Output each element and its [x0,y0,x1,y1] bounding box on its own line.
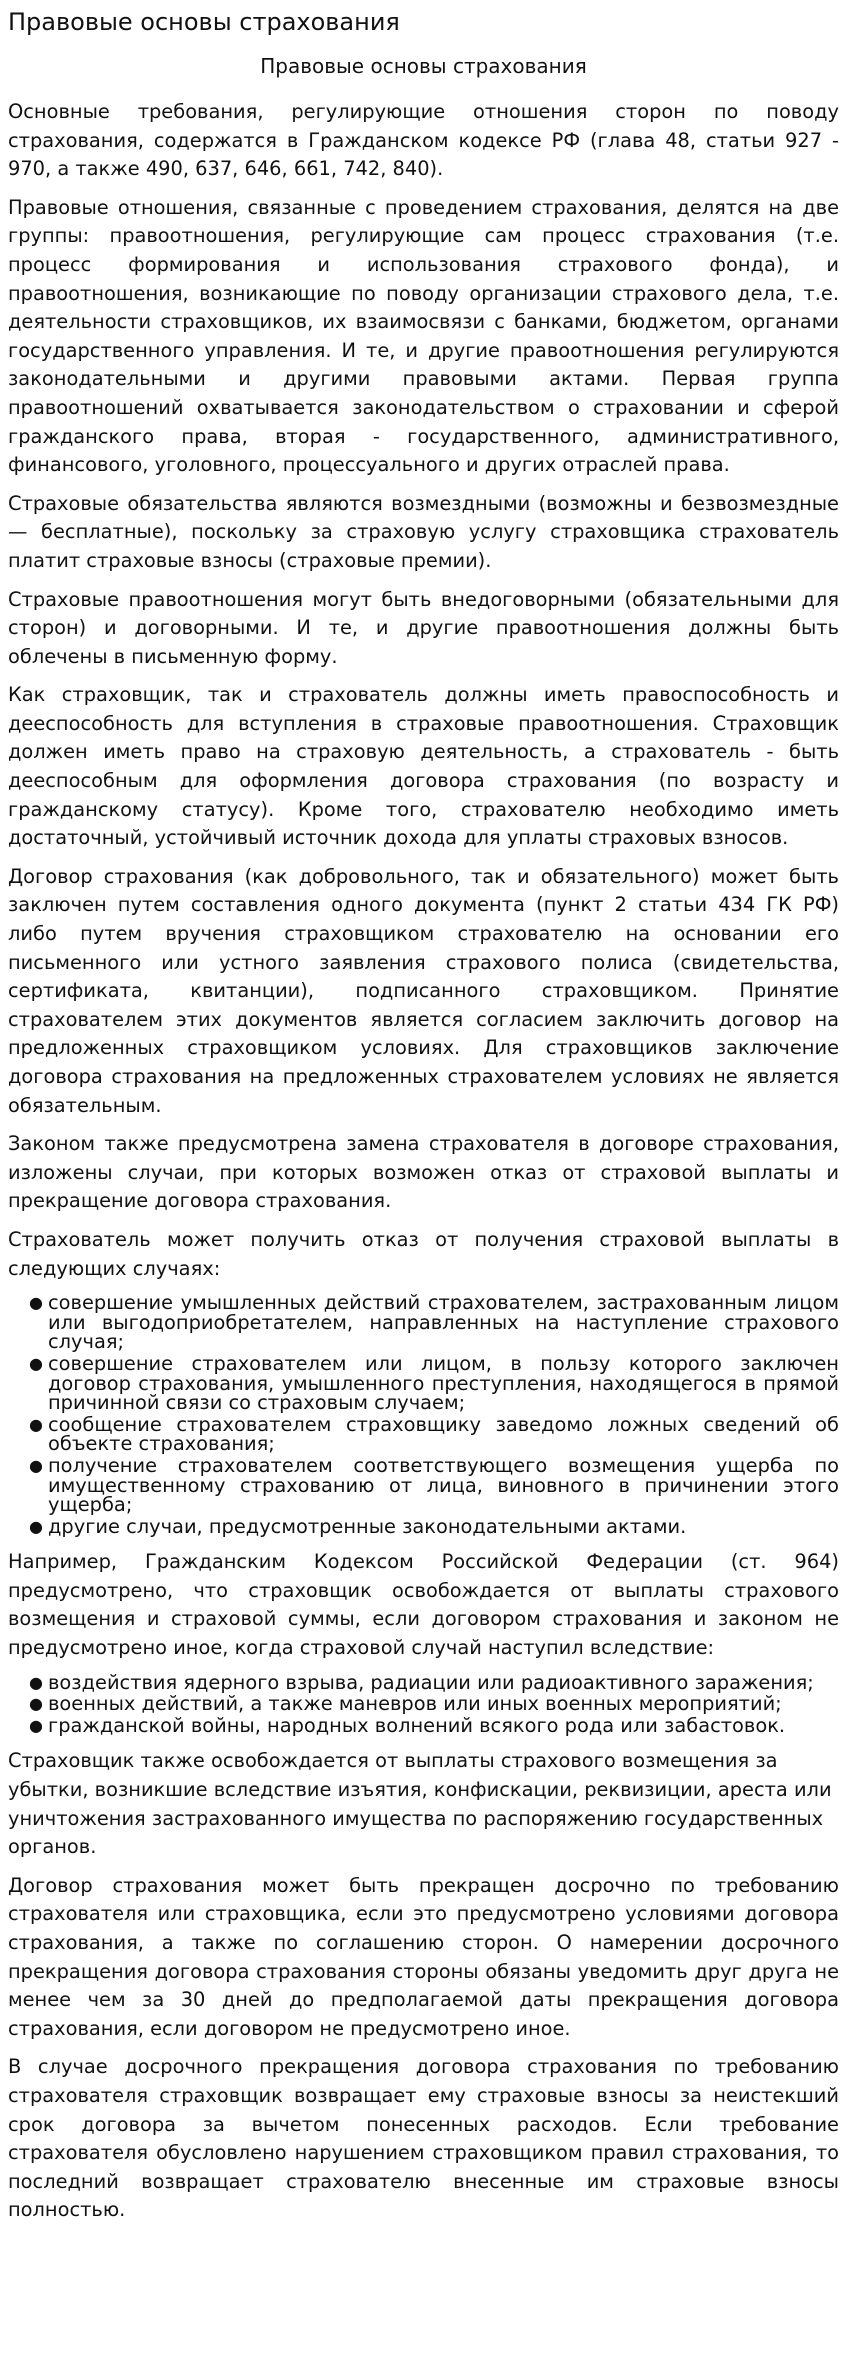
paragraph-state-seizure: Страховщик также освобождается от выплаты страхового возмещения за убытки, возникшие вследствие изъятия, конфискации, реквизиции, ареста или уничтожения застрахованного имущества по распоряжению государственных органов. [8,1749,832,1859]
paragraph-replacement: Законом также предусмотрена замена страхователя в договоре страхования, изложены случаи, при которых возможен отказ от страховой выплаты и прекращение договора страхования. [8,1132,839,1213]
paragraph-groups: Правовые отношения, связанные с проведением страхования, делятся на две группы: правоотношения, регулирующие сам процесс страхования (т.е. процесс формирования и использования страхового фонда), и правоотношения, возникающие по поводу организации страхового дела, т.е. деятельности страховщиков, их взаимосвязи с банками, бюджетом, органами государственного управления. И те, и другие правоотношения регулируются законодательными и другими правовыми актами. Первая группа правоотношений охватывается законодательством о страховании и сферой гражданского права, вторая - государственного, административного, финансового, уголовного, процессуального и других отраслей права. [8,195,839,477]
list-item-text: получение страхователем соответствующего возмещения ущерба по имущественному страхованию от лица, виновного в причинении этого ущерба; [48,1453,839,1517]
paragraph-relations-form: Страховые правоотношения могут быть внедоговорными (обязательными для сторон) и договорными. И те, и другие правоотношения должны быть облечены в письменную форму. [8,587,839,668]
list-item [8,1453,839,1517]
list-item-text: совершение страхователем или лицом, в пользу которого заключен договор страхования, умышленного преступления, находящегося в прямой причинной связи со страховым случаем; [48,1351,839,1415]
bullet-icon: ● [29,1293,43,1313]
paragraph-capacity: Как страховщик, так и страхователь должны иметь правоспособность и дееспособность для вступления в страховые правоотношения. Страховщик должен иметь право на страховую деятельность, а страхователь - быть дееспособным для оформления договора страхования (по возрасту и гражданскому статусу). Кроме того, страхователю необходимо иметь достаточный, устойчивый источник дохода для уплаты страховых взносов. [8,683,839,850]
list-item [8,1351,839,1415]
bullet-icon: ● [29,1694,43,1714]
list-item [8,1694,839,1714]
list-item-text: гражданской войны, народных волнений всякого рода или забастовок. [48,1713,786,1737]
paragraph-civil-code: Например, Гражданским Кодексом Российской Федерации (ст. 964) предусмотрено, что страховщик освобождается от выплаты страхового возмещения и страховой суммы, если договором страхования и законом не предусмотрено иное, когда страховой случай наступил вследствие: [8,1550,839,1660]
bullet-icon: ● [29,1414,43,1434]
bullet-icon: ● [29,1455,43,1475]
list-item [8,1412,839,1456]
refusal-cases-list [8,1293,839,1536]
page-title: Правовые основы страхования [8,8,400,36]
list-item-text: совершение умышленных действий страхователем, застрахованным лицом или выгодоприобретателем, направленных на наступление страхового случая; [48,1291,839,1354]
list-item [8,1514,839,1538]
paragraph-intro: Основные требования, регулирующие отношения сторон по поводу страхования, содержатся в Гражданском кодексе РФ (глава 48, статьи 927 - 970, а также 490, 637, 646, 661, 742, 840). [8,100,839,181]
exemption-cases-list [8,1670,839,1737]
bullet-icon: ● [29,1672,43,1692]
paragraph-early-termination: Договор страхования может быть прекращен досрочно по требованию страхователя или страховщика, если это предусмотрено условиями договора страхования, а также по соглашению сторон. О намерении досрочного прекращения договора страхования стороны обязаны уведомить друг друга не менее чем за 30 дней до предполагаемой даты прекращения договора страхования, если договором не предусмотрено иное. [8,1873,839,2040]
paragraph-refusal-intro: Страхователь может получить отказ от получения страховой выплаты в следующих случаях: [8,1227,839,1280]
document-subtitle: Правовые основы страхования [260,54,587,78]
list-item-text: сообщение страхователем страховщику заведомо ложных сведений об объекте страхования; [48,1412,839,1456]
paragraph-obligations: Страховые обязательства являются возмездными (возможны и безвозмездные — бесплатные), поскольку за страховую услугу страховщика страхователь платит страховые взносы (страховые премии). [8,491,839,572]
list-item-text: военных действий, а также маневров или иных военных мероприятий; [48,1692,782,1716]
bullet-icon: ● [29,1516,43,1536]
list-item [8,1713,839,1737]
list-item [8,1670,839,1694]
bullet-icon: ● [29,1353,43,1373]
bullet-icon: ● [29,1715,43,1735]
list-item [8,1293,839,1352]
list-item-text: другие случаи, предусмотренные законодательными актами. [48,1514,687,1538]
paragraph-contract: Договор страхования (как добровольного, так и обязательного) может быть заключен путем составления одного документа (пункт 2 статьи 434 ГК РФ) либо путем вручения страховщиком страхователю на основании его письменного или устного заявления страхового полиса (свидетельства, сертификата, квитанции), подписанного страховщиком. Принятие страхователем этих документов является согласием заключить договор на предложенных страховщиком условиях. Для страховщиков заключение договора страхования на предложенных страхователем условиях не является обязательным. [8,864,839,1117]
list-item-text: воздействия ядерного взрыва, радиации или радиоактивного заражения; [48,1670,814,1694]
paragraph-refund: В случае досрочного прекращения договора страхования по требованию страхователя страховщик возвращает ему страховые взносы за неистекший срок договора за вычетом понесенных расходов. Если требование страхователя обусловлено нарушением страховщиком правил страхования, то последний возвращает страхователю внесенные им страховые взносы полностью. [8,2055,839,2222]
